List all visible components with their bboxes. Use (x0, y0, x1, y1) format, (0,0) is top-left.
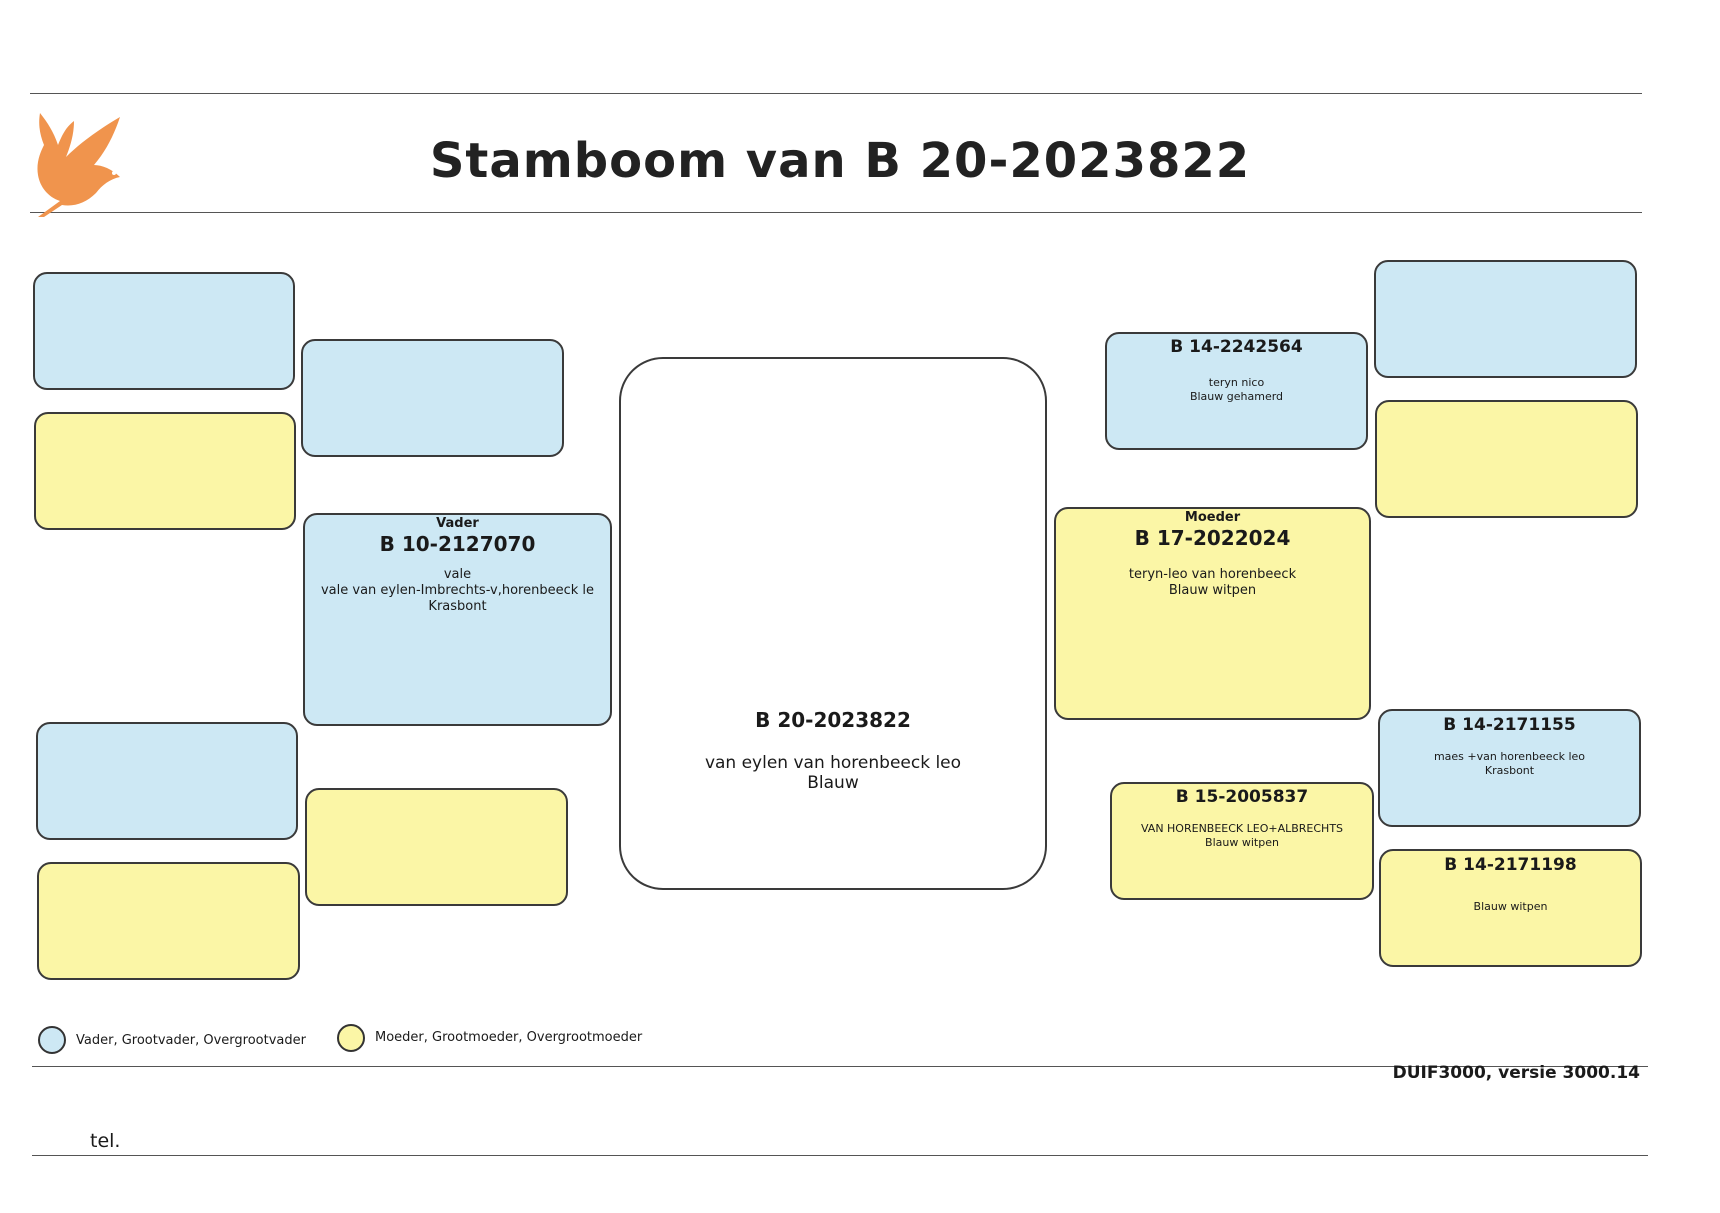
maternal-grandmother-card (1110, 782, 1374, 900)
father-name: vale (443, 567, 472, 582)
paternal-grandmother (305, 788, 568, 906)
mgm-mother-color: Blauw witpen (1473, 900, 1548, 913)
mgf-mother-card (1375, 400, 1638, 518)
mgm-mother-card (1379, 849, 1642, 967)
legend-female-swatch (337, 1024, 365, 1052)
paternal-grandfather (301, 339, 564, 457)
header-bottom-rule (30, 212, 1642, 213)
mgm-father-color: Krasbont (1484, 764, 1535, 777)
mgm-mother-ring: B 14-2171198 (1444, 855, 1577, 875)
subject-owner: van eylen van horenbeeck leo (704, 753, 962, 773)
paternal-great-grandfather-1 (33, 272, 295, 390)
mgm-father-owner: maes +van horenbeeck leo (1433, 750, 1586, 763)
paternal-great-grandmother-1 (34, 412, 296, 530)
mgm-father-ring: B 14-2171155 (1443, 715, 1576, 735)
paternal-great-grandmother-2 (37, 862, 300, 980)
maternal-grandfather-card (1105, 332, 1368, 450)
subject-card (619, 357, 1047, 890)
software-version: DUIF3000, versie 3000.14 (1392, 1063, 1640, 1083)
legend-male-swatch (38, 1026, 66, 1054)
father-color: Krasbont (428, 599, 487, 614)
mother-card (1054, 507, 1371, 720)
page-title: Stamboom van B 20-2023822 (429, 133, 1251, 189)
father-card (303, 513, 612, 726)
mother-owner: teryn-leo van horenbeeck (1128, 567, 1297, 582)
telephone-label: tel. (90, 1130, 121, 1152)
subject-ring: B 20-2023822 (755, 708, 911, 732)
header-top-rule (30, 93, 1642, 94)
mgf-father-card (1374, 260, 1637, 378)
mother-role: Moeder (1184, 510, 1241, 525)
maternal-grandfather-ring: B 14-2242564 (1170, 337, 1303, 357)
mother-ring: B 17-2022024 (1134, 526, 1291, 550)
father-owner: vale van eylen-Imbrechts-v,horenbeeck le (320, 583, 595, 598)
mgm-father-card (1378, 709, 1641, 827)
legend-male-label: Vader, Grootvader, Overgrootvader (76, 1033, 306, 1048)
footer-bottom-rule (32, 1155, 1648, 1156)
maternal-grandmother-color: Blauw witpen (1205, 836, 1279, 849)
father-ring: B 10-2127070 (379, 532, 536, 556)
mother-color: Blauw witpen (1168, 583, 1257, 598)
subject-color: Blauw (807, 773, 859, 793)
paternal-great-grandfather-2 (36, 722, 298, 840)
maternal-grandfather-color: Blauw gehamerd (1189, 390, 1284, 403)
maternal-grandfather-owner: teryn nico (1208, 376, 1265, 389)
father-role: Vader (436, 516, 479, 531)
maternal-grandmother-owner: VAN HORENBEECK LEO+ALBRECHTS (1140, 822, 1344, 835)
maternal-grandmother-ring: B 15-2005837 (1175, 787, 1309, 807)
legend-female-label: Moeder, Grootmoeder, Overgrootmoeder (375, 1030, 643, 1045)
